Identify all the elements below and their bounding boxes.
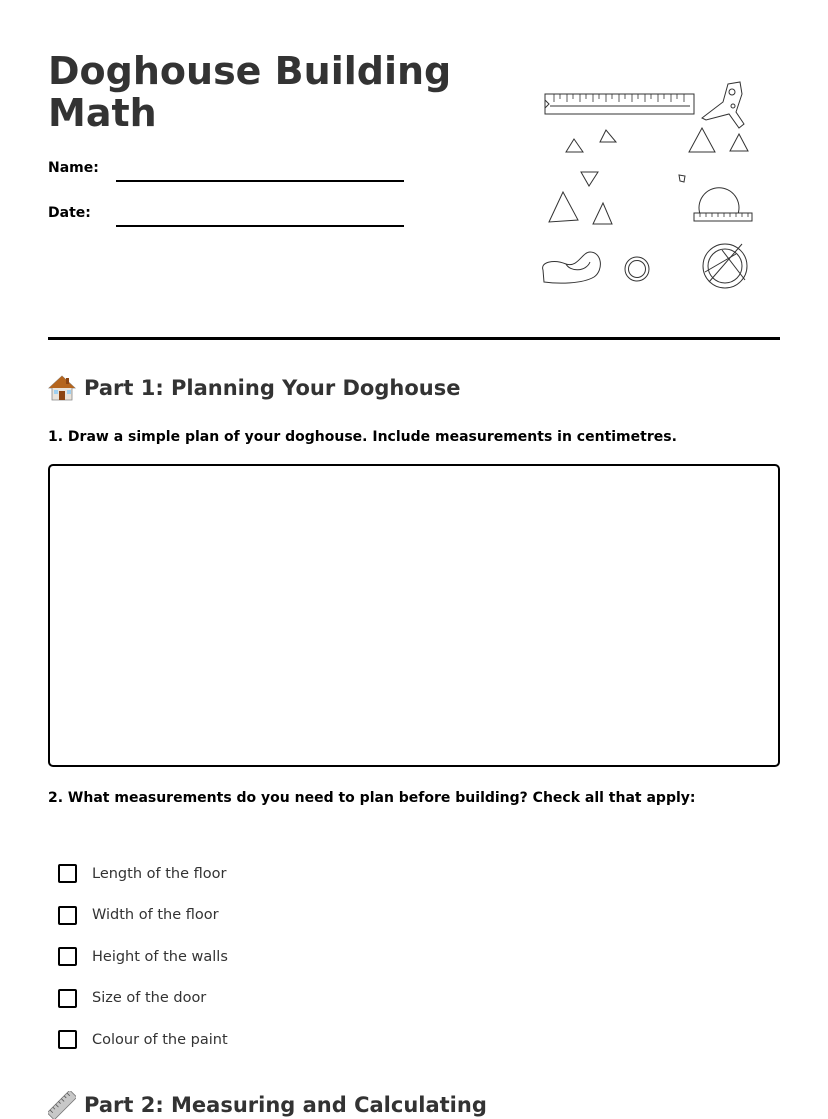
checkbox[interactable]	[58, 989, 77, 1008]
measuring-tape-icon	[543, 252, 601, 283]
checklist-item	[58, 1019, 228, 1061]
name-label: Name:	[48, 160, 99, 176]
part2-heading	[48, 1091, 487, 1119]
name-field[interactable]	[116, 180, 404, 182]
checkbox[interactable]	[58, 947, 77, 966]
ruler-icon	[545, 94, 694, 114]
part1-heading	[48, 374, 460, 402]
date-field[interactable]	[116, 225, 404, 227]
checkbox-label: Width of the floor	[92, 907, 219, 924]
checkbox-label: Size of the door	[92, 990, 207, 1007]
protractor-icon	[694, 188, 752, 221]
question-1: 1. Draw a simple plan of your doghouse. Include measurements in centimetres.	[48, 429, 677, 445]
checkbox[interactable]	[58, 864, 77, 883]
checklist-item	[58, 978, 228, 1020]
part2-heading-text: Part 2: Measuring and Calculating	[84, 1093, 487, 1117]
checklist-item	[58, 895, 228, 937]
header-divider	[48, 337, 780, 340]
house-icon	[48, 374, 76, 402]
date-label: Date:	[48, 205, 91, 221]
drawing-area[interactable]	[48, 464, 780, 767]
measurement-checklist	[58, 853, 228, 1061]
checkbox[interactable]	[58, 1030, 77, 1049]
question-2: 2. What measurements do you need to plan before building? Check all that apply:	[48, 790, 696, 806]
compass-icon	[702, 82, 744, 128]
compass-circle-icon	[703, 244, 747, 288]
page-title: Doghouse Building Math	[48, 49, 452, 135]
checkbox-label: Height of the walls	[92, 948, 228, 965]
checkbox[interactable]	[58, 906, 77, 925]
checklist-item	[58, 853, 228, 895]
ruler-icon	[48, 1091, 76, 1119]
part1-heading-text: Part 1: Planning Your Doghouse	[84, 376, 461, 400]
math-tools-clipart	[536, 72, 760, 296]
checkbox-label: Length of the floor	[92, 865, 227, 882]
checkbox-label: Colour of the paint	[92, 1031, 228, 1048]
ring-icon	[625, 257, 649, 281]
checklist-item	[58, 936, 228, 978]
